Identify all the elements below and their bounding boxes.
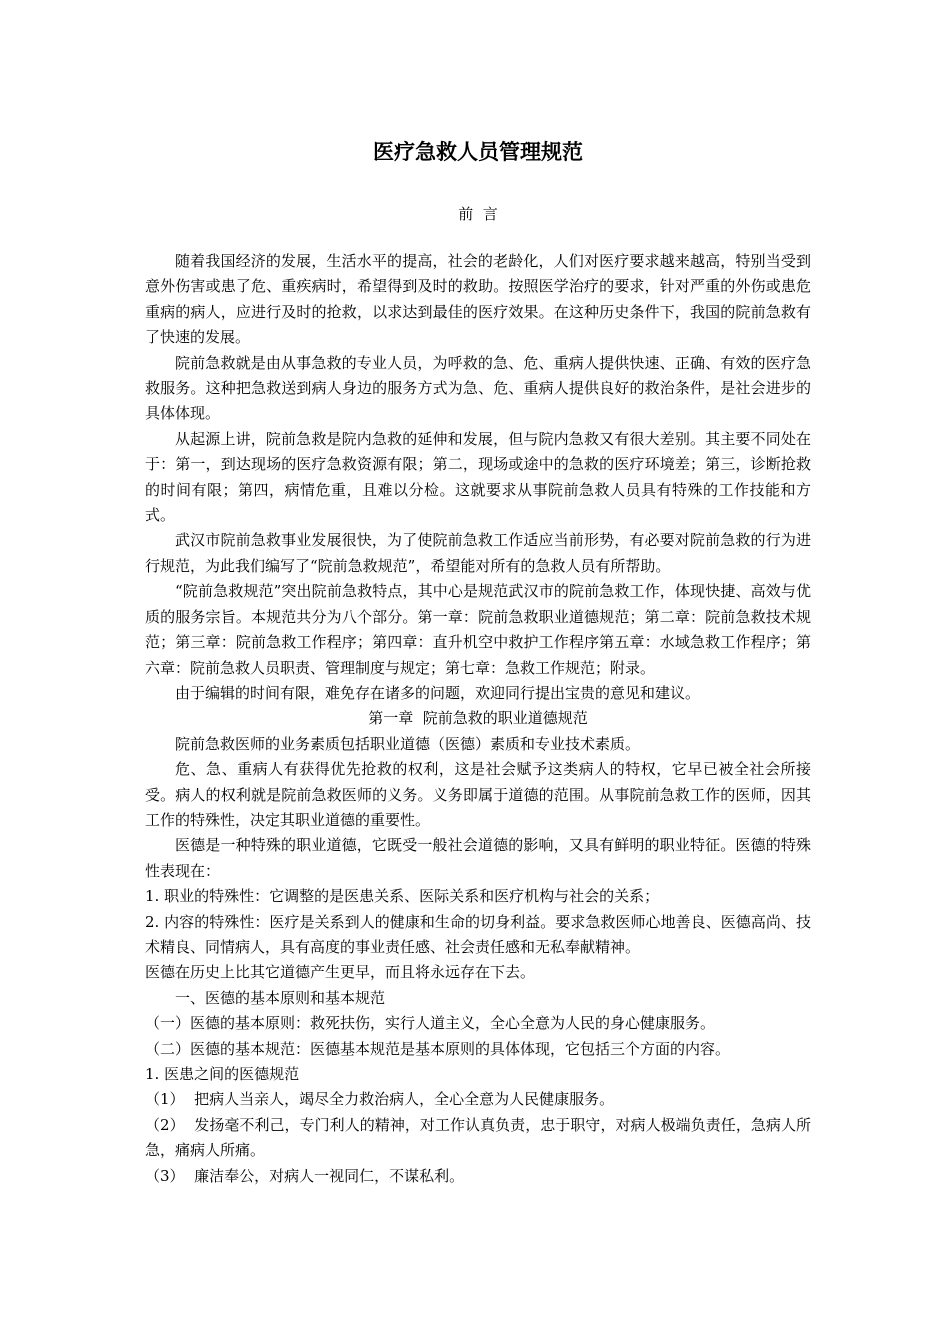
paragraph: 随着我国经济的发展，生活水平的提高，社会的老龄化，人们对医疗要求越来越高，特别当受到意外伤害或患了危、重疾病时，希望得到及时的救助。按照医学治疗的要求，针对严重的外伤或患危重病的病人，应进行及时的抢救，以求达到最佳的医疗效果。在这种历史条件下，我国的院前急救有了快速的发展。 xyxy=(145,252,811,347)
document-title: 医疗急救人员管理规范 xyxy=(373,140,583,164)
preface-heading: 前 言 xyxy=(458,205,498,223)
paragraph: 从起源上讲，院前急救是院内急救的延伸和发展，但与院内急救又有很大差别。其主要不同处在于：第一，到达现场的医疗急救资源有限；第二，现场或途中的急救的医疗环境差；第三，诊断抢救的时间有限；第四，病情危重，且难以分检。这就要求从事院前急救人员具有特殊的工作技能和方式。 xyxy=(145,429,811,525)
section-heading: 一、医德的基本原则和基本规范 xyxy=(175,988,386,1007)
list-item: （二）医德的基本规范：医德基本规范是基本原则的具体体现，它包括三个方面的内容。 xyxy=(145,1039,731,1058)
list-item: （3） 廉洁奉公，对病人一视同仁，不谋私利。 xyxy=(145,1166,465,1185)
paragraph: 危、急、重病人有获得优先抢救的权利，这是社会赋予这类病人的特权，它早已被全社会所接受。病人的权利就是院前急救医师的义务。义务即属于道德的范围。从事院前急救工作的医师，因其工作的特殊性，决定其职业道德的重要性。 xyxy=(145,760,811,829)
list-item: （1） 把病人当亲人，竭尽全力救治病人，全心全意为人民健康服务。 xyxy=(145,1090,615,1109)
list-item: （一）医德的基本原则：救死扶伤，实行人道主义，全心全意为人民的身心健康服务。 xyxy=(145,1014,716,1033)
paragraph: 院前急救就是由从事急救的专业人员，为呼救的急、危、重病人提供快速、正确、有效的医疗急救服务。这种把急救送到病人身边的服务方式为急、危、重病人提供良好的救治条件，是社会进步的具体体现。 xyxy=(145,353,811,423)
list-item: 2. 内容的特殊性：医疗是关系到人的健康和生命的切身利益。要求急救医师心地善良、医德高尚、技术精良、同情病人，具有高度的事业责任感、社会责任感和无私奉献精神。 xyxy=(145,912,811,956)
subsection-heading: 1. 医患之间的医德规范 xyxy=(145,1065,300,1083)
chapter-heading: 第一章 院前急救的职业道德规范 xyxy=(368,709,588,728)
paragraph: 医德是一种特殊的职业道德，它既受一般社会道德的影响，又具有鲜明的职业特征。医德的特殊性表现在： xyxy=(145,836,811,880)
list-item: 1. 职业的特殊性：它调整的是医患关系、医际关系和医疗机构与社会的关系； xyxy=(145,887,660,906)
paragraph: 由于编辑的时间有限，难免存在诸多的问题，欢迎同行提出宝贵的意见和建议。 xyxy=(175,683,701,702)
paragraph: 武汉市院前急救事业发展很快，为了使院前急救工作适应当前形势，有必要对院前急救的行为进行规范，为此我们编写了“院前急救规范”，希望能对所有的急救人员有所帮助。 xyxy=(145,531,811,575)
list-item: （2） 发扬毫不利己，专门利人的精神，对工作认真负责，忠于职守，对病人极端负责任，急病人所急，痛病人所痛。 xyxy=(145,1115,811,1160)
paragraph: “院前急救规范”突出院前急救特点，其中心是规范武汉市的院前急救工作，体现快捷、高效与优质的服务宗旨。本规范共分为八个部分。第一章：院前急救职业道德规范；第二章：院前急救技术规范；第三章：院前急救工作程序；第四章：直升机空中救护工作程序第五章：水域急救工作程序；第六章：院前急救人员职责、管理制度与规定；第七章：急救工作规范；附录。 xyxy=(145,582,811,677)
paragraph: 院前急救医师的业务素质包括职业道德（医德）素质和专业技术素质。 xyxy=(175,734,641,753)
document-body xyxy=(145,249,811,1189)
paragraph: 医德在历史上比其它道德产生更早，而且将永远存在下去。 xyxy=(145,963,536,982)
